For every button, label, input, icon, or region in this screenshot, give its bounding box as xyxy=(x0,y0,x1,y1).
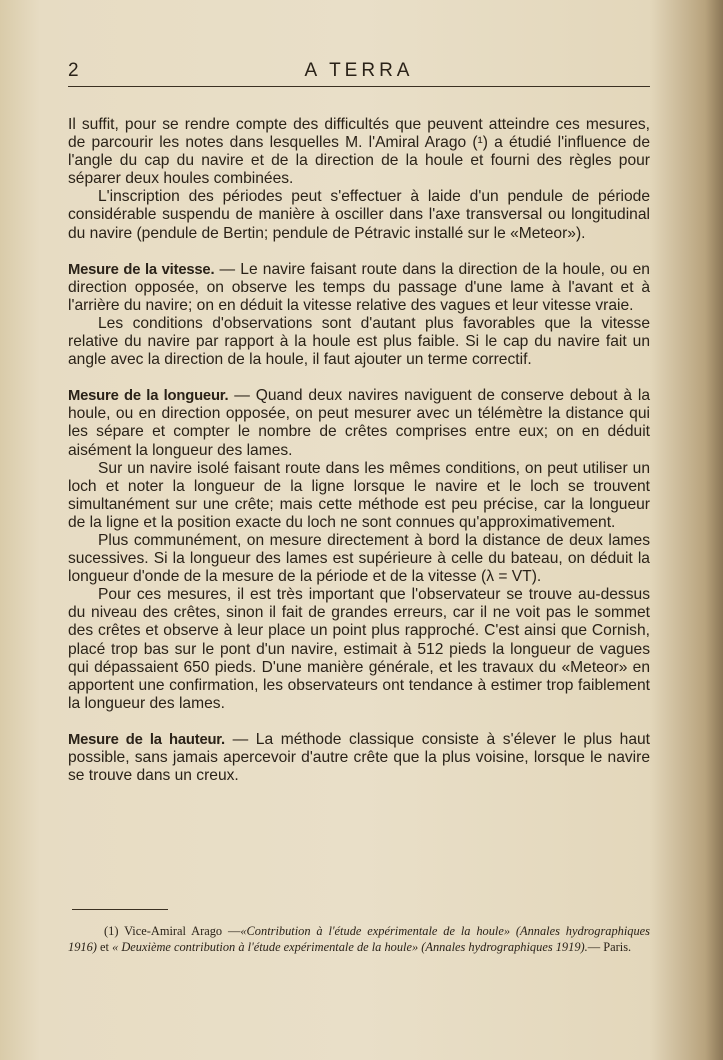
page-header xyxy=(68,58,650,88)
paragraph xyxy=(68,116,650,188)
paragraph-text: — Quand deux navires naviguent de conserve debout à la houle, ou en direction opposée, on peut mesurer avec un télémètre la distance qui les sépare et compter le nombre de crêtes comprises entre eux; on en déduit aisément la longueur des lames. xyxy=(68,387,650,459)
paragraph xyxy=(68,188,650,242)
footnote-joiner: et xyxy=(96,939,113,954)
footnote-title-2: « Deuxième contribution à l'étude expérimentale de la houle» (Annales hydrographiques 1919). xyxy=(112,939,588,954)
header-rule xyxy=(68,86,650,87)
footnote xyxy=(68,924,650,955)
paragraph-text: — Le navire faisant route dans la direction de la houle, ou en direction opposée, on observe les temps du passage d'une lame à l'avant et à l'arrière du navire; on en déduit la vitesse relative des vagues et leur vitesse vraie. xyxy=(68,260,650,314)
section-heading: Mesure de la vitesse. xyxy=(68,261,215,278)
paragraph-text: Plus communément, on mesure directement à bord la distance de deux lames sucessives. Si la longueur des lames est supérieure à celle du bateau, on déduit la longueur d'onde de la mesure de la période et de la vitesse (λ = VT). xyxy=(68,531,650,586)
paragraph-text: Les conditions d'observations sont d'autant plus favorables que la vitesse relative du navire par rapport à la houle est plus faible. Si le cap du navire fait un angle avec la direction de la houle, il faut ajouter un terme correctif. xyxy=(68,314,650,369)
footnote-author: Vice-Amiral Arago — xyxy=(124,924,241,938)
paragraph xyxy=(68,315,650,369)
running-title: A TERRA xyxy=(304,60,414,81)
paragraph-text: Sur un navire isolé faisant route dans les mêmes conditions, on peut utiliser un loch et noter la longueur de la ligne lorsque le navire et le loch se trouvent simultanément sur une crête; mais cette méthode est peu précise, car la longueur de la ligne et la position exacte du loch ne sont connues qu'approximativement. xyxy=(68,459,650,531)
paragraph xyxy=(68,586,650,713)
section-heading: Mesure de la longueur. xyxy=(68,388,229,405)
paragraph xyxy=(68,261,650,315)
footnote-rule xyxy=(72,909,168,910)
paragraph xyxy=(68,532,650,586)
footnote-title-1: «Contribution à l'étude expérimentale de la houle» (Annales hydrographiques 1916) xyxy=(68,924,651,954)
paragraph-text: Il suffit, pour se rendre compte des difficultés que peuvent atteindre ces mesures, de parcourir les notes dans lesquelles M. l'Amiral Arago (¹) a étudié l'influence de l'angle du cap du navire et de la direction de la houle et fourni des règles pour séparer deux houles combinées. xyxy=(68,116,650,188)
page-number: 2 xyxy=(68,60,80,81)
paragraph-text: Pour ces mesures, il est très important que l'observateur se trouve au-dessus du niveau des crêtes, sinon il fait de grandes erreurs, car il ne voit pas le sommet des crêtes et observe à leur place un point plus rapproché. C'est ainsi que Cornish, placé trop bas sur le pont d'un navire, estimait à 512 pieds la longueur de vagues qui dépassaient 650 pieds. D'une manière générale, et les travaux du «Meteor» en apportent une confirmation, les observateurs ont tendance à estimer trop faiblement la longueur des lames. xyxy=(68,586,650,712)
footnote-marker: (1) xyxy=(104,924,119,938)
paragraph xyxy=(68,387,650,459)
paragraph xyxy=(68,460,650,532)
paragraph xyxy=(68,731,650,785)
footnote-body xyxy=(68,924,650,955)
body-text xyxy=(68,116,650,785)
paragraph-text: L'inscription des périodes peut s'effectuer à laide d'un pendule de période considérable suspendu de manière à osciller dans l'axe transversal ou longitudinal du navire (pendule de Bertin; pendule de Pétravic installé sur le «Meteor»). xyxy=(68,188,650,242)
paragraph-text: — La méthode classique consiste à s'élever le plus haut possible, sans jamais apercevoir d'autre crête que la plus voisine, lorsque le navire se trouve dans un creux. xyxy=(68,730,650,785)
footnote-place: — Paris. xyxy=(587,939,632,954)
section-heading: Mesure de la hauteur. xyxy=(68,731,225,748)
